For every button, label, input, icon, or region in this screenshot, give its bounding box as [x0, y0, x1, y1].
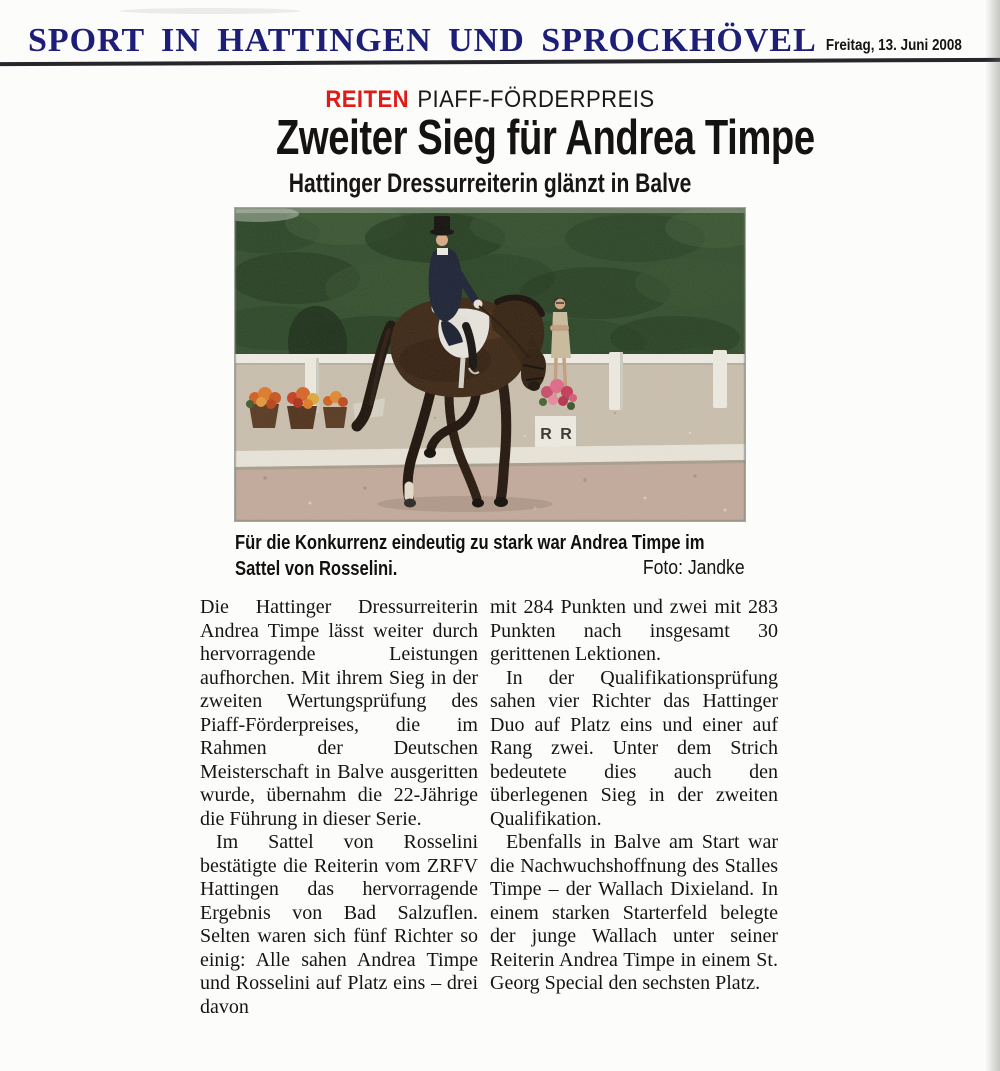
body-paragraph: mit 284 Punkten und zwei mit 283 Punkten nach insgesamt 30 gerittenen Lektionen. [490, 596, 778, 665]
body-paragraph: Im Sattel von Rosselini bestätigte die Reiterin vom ZRFV Hattingen das hervorragende Ergebnis von Bad Salzuflen. Selten waren sich fünf Richter so einig: Alle sahen Andrea Timpe und Rosselini auf Platz eins – drei davon [200, 831, 478, 1018]
body-column-left [200, 596, 478, 1019]
photo-caption: Für die Konkurrenz eindeutig zu stark war Andrea Timpe im Sattel von Rosselini. [235, 532, 705, 580]
body-paragraph: Ebenfalls in Balve am Start war die Nachwuchshoffnung des Stalles Timpe – der Wallach Dixieland. In einem starken Starterfeld belegte der junge Wallach unter seiner Reiterin Andrea Timpe in einem St. Georg Special den sechsten Platz. [490, 831, 778, 994]
body-paragraph: Die Hattinger Dressurreiterin Andrea Timpe lässt weiter durch hervorragende Leistungen aufhorchen. Mit ihrem Sieg in der zweiten Wertungsprüfung des Piaff-Förderpreises, die im Rahmen der Deutschen Meisterschaft in Balve ausgeritten wurde, übernahm die 22-Jährige die Führung in dieser Serie. [200, 596, 478, 830]
headline: Zweiter Sieg für Andrea Timpe [275, 111, 815, 165]
section-title: SPORT IN HATTINGEN UND SPROCKHÖVEL [28, 22, 817, 59]
issue-date: Freitag, 13. Juni 2008 [826, 37, 962, 54]
article-photo [235, 208, 745, 521]
scan-smudge [120, 8, 300, 14]
dressage-photo-illustration [235, 208, 745, 521]
photo-credit: Foto: Jandke [643, 557, 745, 579]
body-paragraph: In der Qualifikationsprüfung sahen vier Richter das Hattinger Duo auf Platz eins und einer auf Rang zwei. Unter dem Strich bedeutete dies auch den überlegenen Sieg in der zweiten Qualifikation. [490, 666, 778, 830]
body-column-right [490, 596, 778, 996]
scan-edge-shadow [985, 0, 1000, 1071]
kicker-category: REITEN [325, 86, 410, 113]
photo-grain [235, 208, 745, 521]
kicker-topic: PIAFF-FÖRDERPREIS [417, 86, 655, 113]
subheadline: Hattinger Dressurreiterin glänzt in Balve [288, 168, 692, 198]
